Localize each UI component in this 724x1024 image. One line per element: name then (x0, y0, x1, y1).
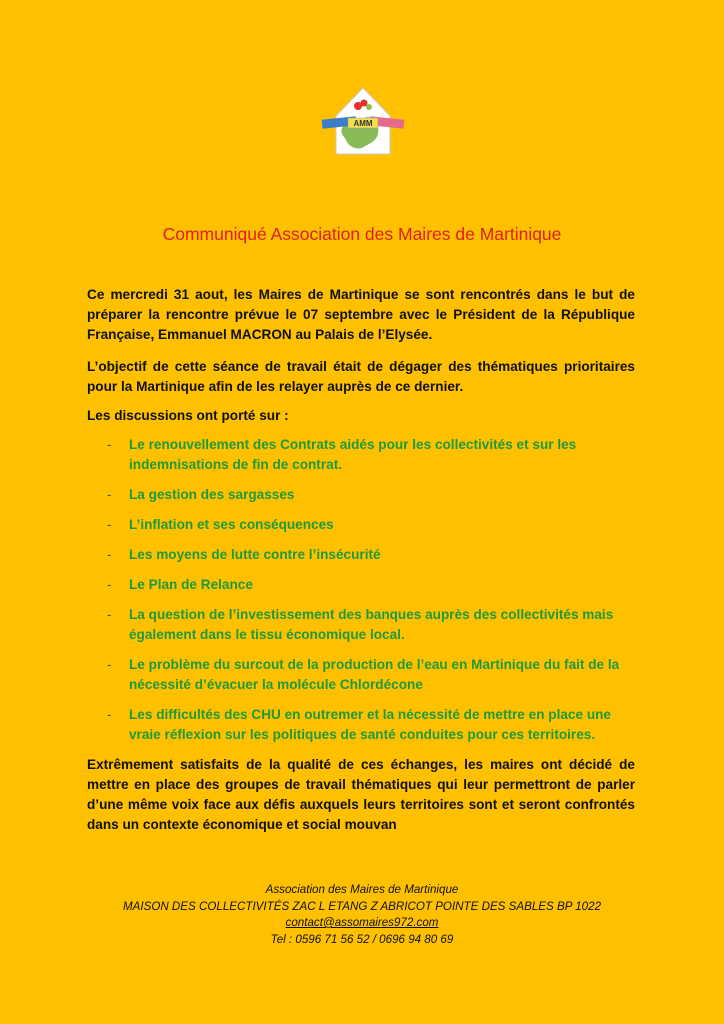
list-item-text: Les difficultés des CHU en outremer et la nécessité de mettre en place une vraie réflexion sur les politiques de santé conduites pour ces territoires. (129, 707, 611, 742)
discussions-heading: Les discussions ont porté sur : (87, 408, 289, 423)
list-item (87, 515, 635, 535)
footer-address: MAISON DES COLLECTIVITÉS ZAC L ETANG Z ABRICOT POINTE DES SABLES BP 1022 (122, 899, 602, 913)
logo-emblem-icon (318, 84, 408, 156)
bullet-dash: - (107, 547, 112, 562)
communique-body (87, 285, 635, 844)
bullet-dash: - (107, 517, 112, 532)
list-item-text: Les moyens de lutte contre l’insécurité (129, 547, 381, 562)
bullet-dash: - (107, 707, 112, 722)
bullet-dash: - (107, 607, 112, 622)
list-item (87, 705, 635, 745)
list-item (87, 605, 635, 645)
discussion-topics-list (87, 435, 635, 745)
association-logo (318, 84, 408, 156)
conclusion-paragraph: Extrêmement satisfaits de la qualité de ces échanges, les maires ont décidé de mettre en place des groupes de travail thématiques qui leur permettront de parler d’une même voix face aux défis auxquels leurs territoires sont et seront confrontés dans un contexte économique et social mouvan (87, 757, 635, 832)
list-item-text: La gestion des sargasses (129, 487, 295, 502)
list-item (87, 485, 635, 505)
footer-email-link[interactable]: contact@assomaires972.com (285, 916, 439, 929)
bullet-dash: - (107, 657, 112, 672)
list-item (87, 545, 635, 565)
page-title: Communiqué Association des Maires de Martinique (162, 224, 562, 244)
footer-org: Association des Maires de Martinique (265, 883, 459, 896)
list-item (87, 435, 635, 475)
footer-phone: Tel : 0596 71 56 52 / 0696 94 80 69 (270, 932, 454, 946)
list-item-text: Le problème du surcout de la production de l’eau en Martinique du fait de la nécessité d’évacuer la molécule Chlordécone (129, 657, 620, 692)
list-item-text: Le renouvellement des Contrats aidés pour les collectivités et sur les indemnisations de fin de contrat. (129, 437, 577, 472)
list-item-text: La question de l’investissement des banques auprès des collectivités mais également dans le tissu économique local. (129, 607, 614, 642)
logo-label: AMM (353, 119, 373, 128)
objective-paragraph: L’objectif de cette séance de travail était de dégager des thématiques prioritaires pour la Martinique afin de les relayer auprès de ce dernier. (87, 359, 635, 394)
bullet-dash: - (107, 487, 112, 502)
list-item (87, 655, 635, 695)
list-item-text: L’inflation et ses conséquences (129, 517, 334, 532)
list-item (87, 575, 635, 595)
intro-paragraph: Ce mercredi 31 aout, les Maires de Martinique se sont rencontrés dans le but de préparer la rencontre prévue le 07 septembre avec le Président de la République Française, Emmanuel MACRON au Palais de l’Elysée. (87, 287, 635, 342)
footer (0, 882, 724, 948)
bullet-dash: - (107, 577, 112, 592)
list-item-text: Le Plan de Relance (129, 577, 253, 592)
bullet-dash: - (107, 437, 112, 452)
